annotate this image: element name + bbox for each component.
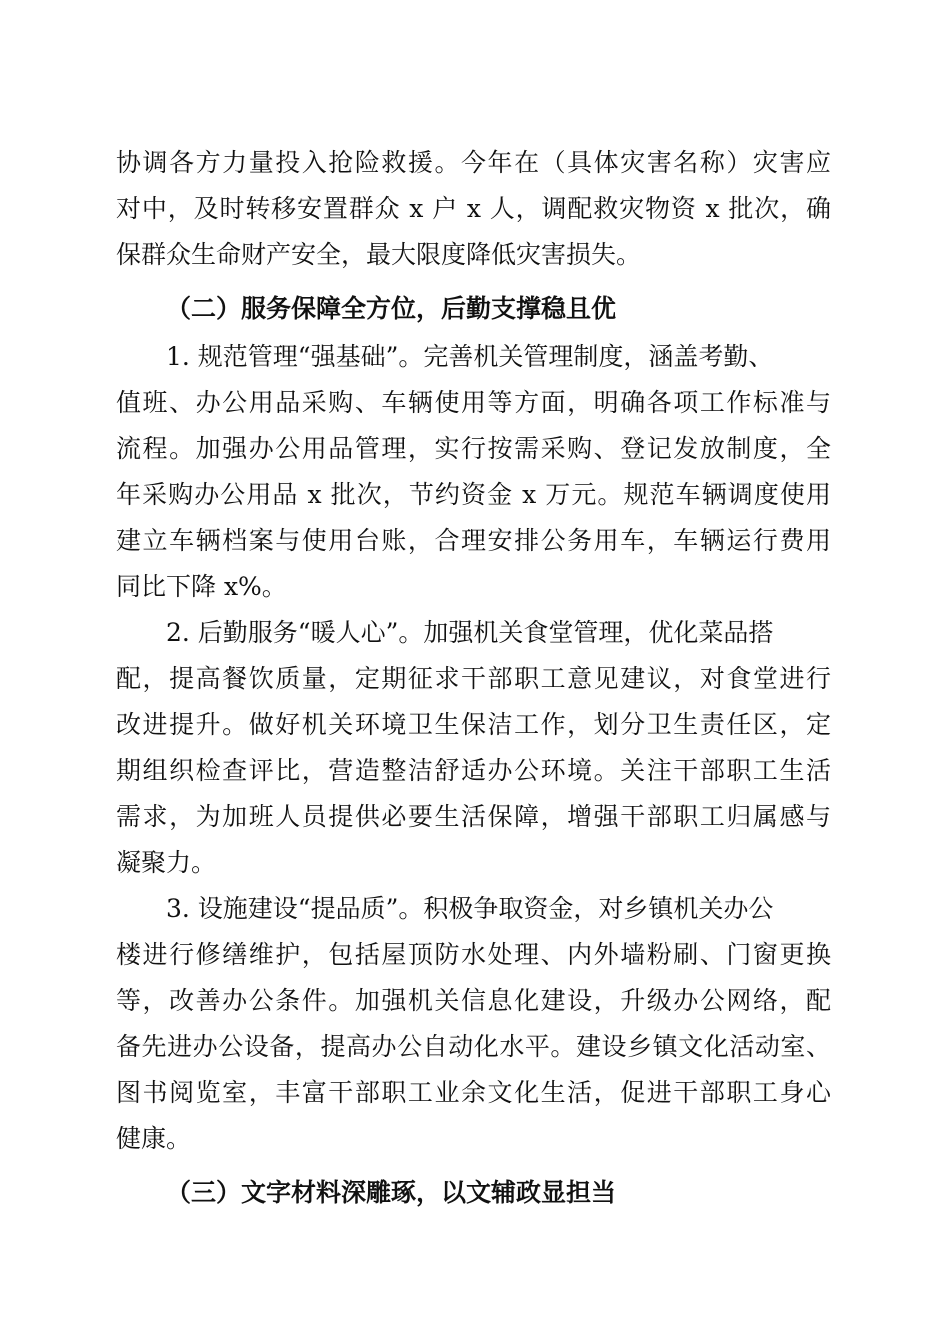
intro-line-3: 保群众生命财产安全，最大限度降低灾害损失。 xyxy=(116,240,642,269)
para-2-line-1: 2. 后勤服务“暖人心”。加强机关食堂管理，优化菜品搭 xyxy=(166,618,774,647)
para-1-line-4: 年采购办公用品 x 批次，节约资金 x 万元。规范车辆调度使用 xyxy=(116,480,831,509)
para-3-line-1: 3. 设施建设“提品质”。积极争取资金，对乡镇机关办公 xyxy=(166,894,774,923)
para-1-line-1: 1. 规范管理“强基础”。完善机关管理制度，涵盖考勤、 xyxy=(166,342,774,371)
para-2-line-3: 改进提升。做好机关环境卫生保洁工作，划分卫生责任区，定 xyxy=(116,710,831,739)
para-3-line-4: 备先进办公设备，提高办公自动化水平。建设乡镇文化活动室、 xyxy=(116,1032,831,1061)
para-1-line-6: 同比下降 x%。 xyxy=(116,572,287,601)
section-heading-3: （三）文字材料深雕琢，以文辅政显担当 xyxy=(166,1178,617,1207)
document-body xyxy=(116,140,831,1218)
intro-line-1: 协调各方力量投入抢险救援。今年在（具体灾害名称）灾害应 xyxy=(116,148,831,177)
intro-line-2: 对中，及时转移安置群众 x 户 x 人，调配救灾物资 x 批次，确 xyxy=(116,194,831,223)
para-3-line-6: 健康。 xyxy=(116,1124,192,1153)
para-1-line-5: 建立车辆档案与使用台账，合理安排公务用车，车辆运行费用 xyxy=(116,526,831,555)
para-2-line-6: 凝聚力。 xyxy=(116,848,217,877)
para-3-line-5: 图书阅览室，丰富干部职工业余文化生活，促进干部职工身心 xyxy=(116,1078,831,1107)
para-2-line-2: 配，提高餐饮质量，定期征求干部职工意见建议，对食堂进行 xyxy=(116,664,831,693)
para-3-line-2: 楼进行修缮维护，包括屋顶防水处理、内外墙粉刷、门窗更换 xyxy=(116,940,831,969)
para-2-line-5: 需求，为加班人员提供必要生活保障，增强干部职工归属感与 xyxy=(116,802,831,831)
para-1-line-3: 流程。加强办公用品管理，实行按需采购、登记发放制度，全 xyxy=(116,434,831,463)
para-3-line-3: 等，改善办公条件。加强机关信息化建设，升级办公网络，配 xyxy=(116,986,831,1015)
para-1-line-2: 值班、办公用品采购、车辆使用等方面，明确各项工作标准与 xyxy=(116,388,831,417)
section-heading-2: （二）服务保障全方位，后勤支撑稳且优 xyxy=(166,294,617,323)
para-2-line-4: 期组织检查评比，营造整洁舒适办公环境。关注干部职工生活 xyxy=(116,756,831,785)
